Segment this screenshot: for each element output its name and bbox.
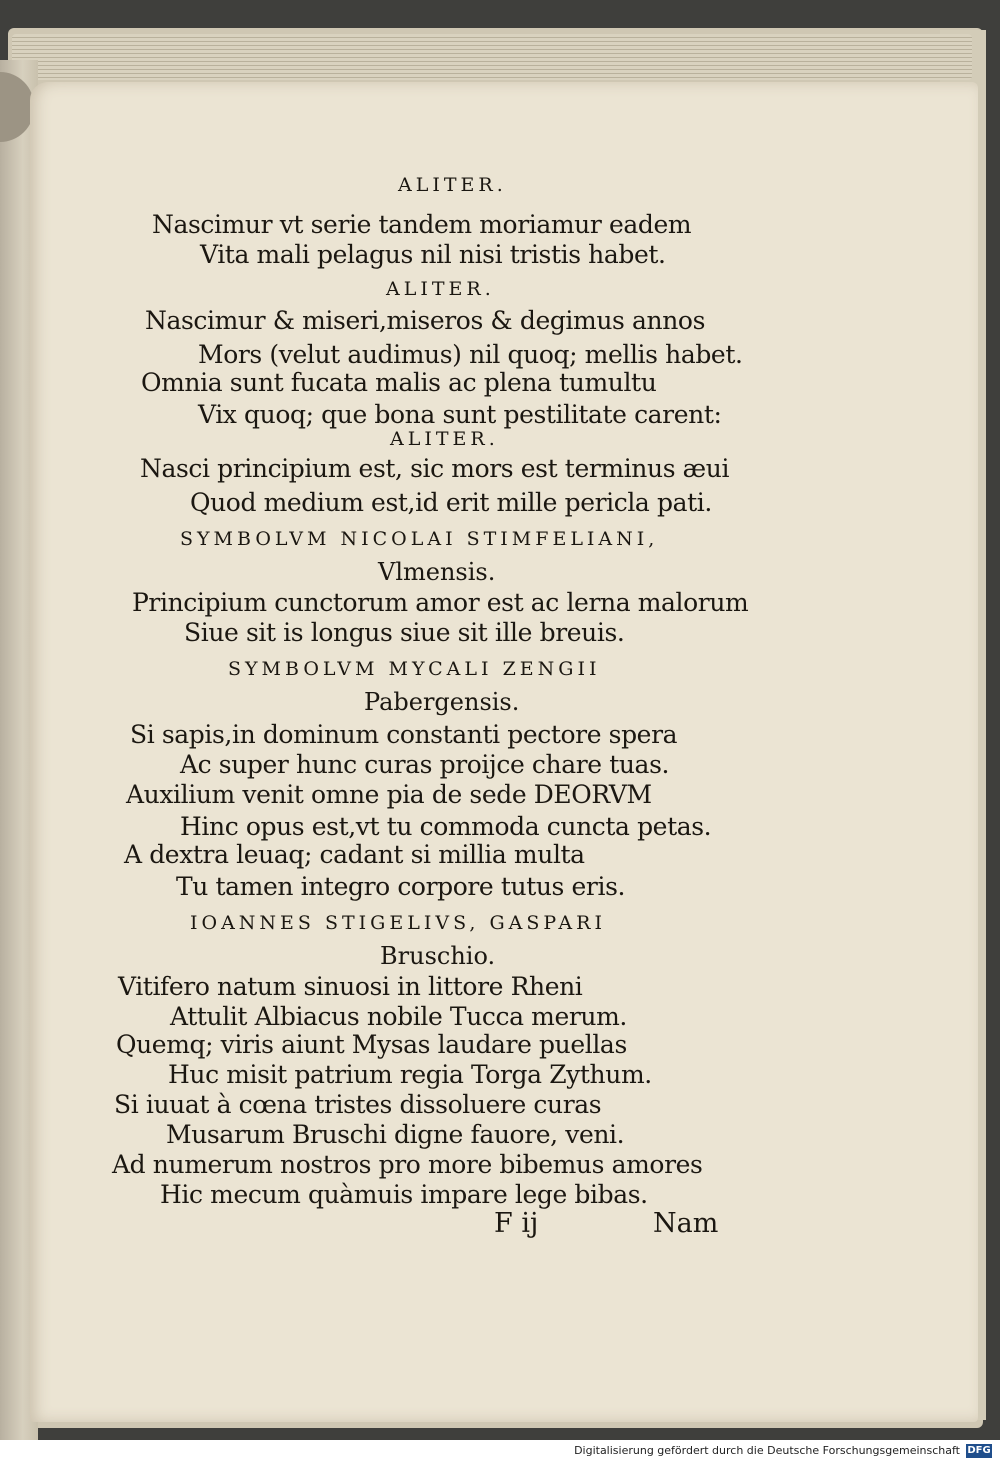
verse-line: Nasci principium est, sic mors est terminus æui [140, 454, 730, 483]
verse-line: Vix quoq; que bona sunt pestilitate carent: [198, 400, 722, 429]
verse-line: Hic mecum quàmuis impare lege bibas. [160, 1180, 648, 1209]
catchword: Nam [653, 1208, 719, 1239]
section-heading: IOANNES STIGELIVS, GASPARI [190, 912, 606, 934]
verse-line: Hinc opus est,vt tu commoda cuncta petas. [180, 812, 712, 841]
show-through-text [782, 247, 962, 1347]
section-heading: SYMBOLVM NICOLAI STIMFELIANI, [180, 528, 659, 550]
verse-line: Nascimur & miseri,miseros & degimus annos [145, 306, 706, 335]
verse-line: Omnia sunt fucata malis ac plena tumultu [141, 368, 657, 397]
digitization-footer [0, 1440, 1000, 1463]
verse-line: Auxilium venit omne pia de sede DEORVM [126, 780, 652, 809]
verse-line: Si iuuat à cœna tristes dissoluere curas [114, 1090, 602, 1119]
verse-line: Principium cunctorum amor est ac lerna malorum [132, 588, 749, 617]
verse-line: Ad numerum nostros pro more bibemus amores [112, 1150, 703, 1179]
verse-line: Musarum Bruschi digne fauore, veni. [166, 1120, 625, 1149]
section-subheading: Vlmensis. [378, 558, 496, 586]
verse-line: Quod medium est,id erit mille pericla pati. [190, 488, 712, 517]
verse-line: Attulit Albiacus nobile Tucca merum. [170, 1002, 627, 1031]
dfg-logo: DFG [967, 1445, 991, 1456]
verse-line: Vita mali pelagus nil nisi tristis habet. [200, 240, 666, 269]
signature-mark: F ij [494, 1208, 539, 1239]
section-heading: ALITER. [398, 174, 507, 196]
section-heading: ALITER. [386, 278, 495, 300]
section-heading: SYMBOLVM MYCALI ZENGII [228, 658, 601, 680]
verse-line: Huc misit patrium regia Torga Zythum. [168, 1060, 652, 1089]
verse-line: Quemq; viris aiunt Mysas laudare puellas [116, 1030, 627, 1059]
verse-line: Siue sit is longus siue sit ille breuis. [184, 618, 625, 647]
page-stack-top [12, 34, 972, 80]
verse-line: Si sapis,in dominum constanti pectore spera [130, 720, 678, 749]
section-subheading: Bruschio. [380, 942, 496, 970]
section-heading: ALITER. [390, 428, 499, 450]
verse-line: Ac super hunc curas proijce chare tuas. [180, 750, 670, 779]
verse-line: Tu tamen integro corpore tutus eris. [176, 872, 626, 901]
section-subheading: Pabergensis. [364, 688, 520, 716]
verse-line: Vitifero natum sinuosi in littore Rheni [118, 972, 583, 1001]
digitization-credit: Digitalisierung gefördert durch die Deutsche Forschungsgemeinschaft [574, 1444, 960, 1457]
verse-line: A dextra leuaq; cadant si millia multa [124, 840, 585, 869]
verse-line: Mors (velut audimus) nil quoq; mellis habet. [198, 340, 743, 369]
verse-line: Nascimur vt serie tandem moriamur eadem [152, 210, 692, 239]
